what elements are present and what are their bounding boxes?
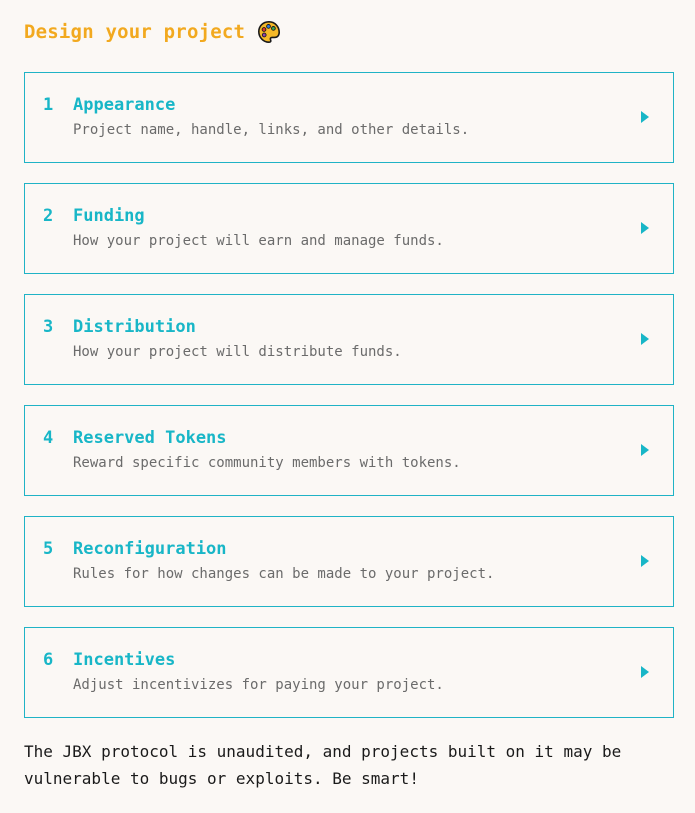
step-description: Reward specific community members with tokens.: [73, 455, 461, 471]
step-title: Reserved Tokens: [73, 428, 227, 448]
step-description: Adjust incentivizes for paying your project.: [73, 677, 444, 693]
steps-list: [24, 72, 674, 738]
step-number: 4: [43, 428, 54, 448]
step-reserved-tokens[interactable]: [24, 405, 674, 496]
page-title: [24, 18, 281, 46]
step-description: How your project will earn and manage funds.: [73, 233, 444, 249]
caret-right-icon: [641, 666, 649, 678]
page-title-text: Design your project: [24, 21, 246, 43]
step-incentives[interactable]: [24, 627, 674, 718]
caret-right-icon: [641, 222, 649, 234]
caret-right-icon: [641, 111, 649, 123]
step-number: 5: [43, 539, 54, 559]
step-number: 3: [43, 317, 54, 337]
palette-icon: [257, 20, 281, 44]
audit-warning-text: The JBX protocol is unaudited, and projects built on it may be vulnerable to bugs or exploits. Be smart!: [24, 742, 622, 788]
step-reconfiguration[interactable]: [24, 516, 674, 607]
step-number: 2: [43, 206, 54, 226]
step-description: How your project will distribute funds.: [73, 344, 402, 360]
step-title: Distribution: [73, 317, 196, 337]
step-title: Appearance: [73, 95, 176, 115]
step-appearance[interactable]: [24, 72, 674, 163]
step-title: Funding: [73, 206, 145, 226]
step-description: Rules for how changes can be made to your project.: [73, 566, 495, 582]
caret-right-icon: [641, 333, 649, 345]
caret-right-icon: [641, 444, 649, 456]
step-title: Reconfiguration: [73, 539, 227, 559]
step-description: Project name, handle, links, and other details.: [73, 122, 470, 138]
step-title: Incentives: [73, 650, 176, 670]
step-number: 1: [43, 95, 54, 115]
step-number: 6: [43, 650, 54, 670]
step-distribution[interactable]: [24, 294, 674, 385]
caret-right-icon: [641, 555, 649, 567]
step-funding[interactable]: [24, 183, 674, 274]
